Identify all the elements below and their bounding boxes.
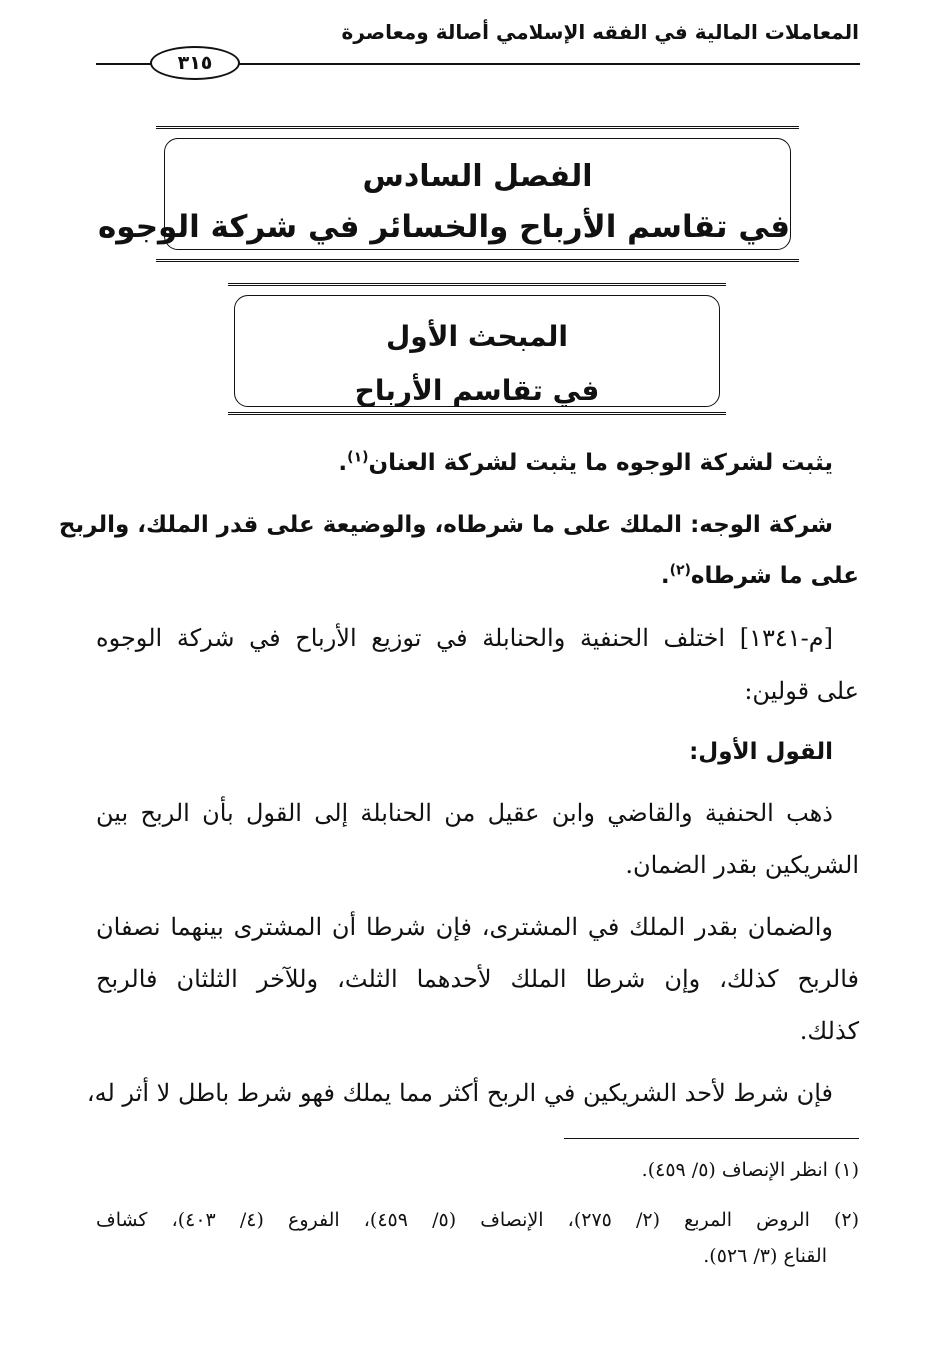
section-rule-bottom bbox=[228, 412, 726, 415]
paragraph-2-line-1: شركة الوجه: الملك على ما شرطاه، والوضيعة على قدر الملك، والربح bbox=[58, 512, 833, 538]
footnote-1: (١) انظر الإنصاف (٥/ ٤٥٩). bbox=[641, 1159, 859, 1181]
footnote-rule bbox=[564, 1138, 859, 1139]
paragraph-6-line-1: فإن شرط لأحد الشريكين في الربح أكثر مما يملك فهو شرط باطل لا أثر له، bbox=[86, 1079, 833, 1107]
paragraph-4-line-2: الشريكين بقدر الضمان. bbox=[625, 851, 859, 879]
paragraph-3-line-2: على قولين: bbox=[744, 677, 859, 705]
paragraph-1-text: يثبت لشركة الوجوه ما يثبت لشركة العنان bbox=[368, 450, 833, 476]
footnote-ref-2[interactable]: (٢) bbox=[669, 562, 691, 579]
heading-first-opinion: القول الأول: bbox=[689, 739, 833, 765]
paragraph-4-line-1: ذهب الحنفية والقاضي وابن عقيل من الحنابلة إلى القول بأن الربح بين bbox=[96, 799, 833, 827]
footnote-ref-1[interactable]: (١) bbox=[347, 449, 369, 466]
section-rule-top bbox=[228, 283, 726, 286]
paragraph-2-line-2 bbox=[661, 560, 859, 592]
section-title: المبحث الأول bbox=[385, 320, 569, 353]
paragraph-5-line-3: كذلك. bbox=[799, 1017, 859, 1045]
footnote-2-line-2: القناع (٣/ ٥٢٦). bbox=[703, 1245, 827, 1267]
paragraph-2-end: . bbox=[660, 563, 670, 589]
paragraph-2-text: على ما شرطاه bbox=[690, 563, 859, 589]
chapter-subtitle: في تقاسم الأرباح والخسائر في شركة الوجوه bbox=[97, 209, 790, 245]
chapter-rule-bottom bbox=[156, 259, 799, 262]
chapter-rule-top bbox=[156, 126, 799, 129]
paragraph-5-line-2: فالربح كذلك، وإن شرطا الملك لأحدهما الثلث، وللآخر الثلثان فالربح bbox=[96, 965, 859, 993]
chapter-box bbox=[97, 138, 791, 250]
paragraph-5-line-1: والضمان بقدر الملك في المشترى، فإن شرطا أن المشترى بينهما نصفان bbox=[96, 913, 833, 941]
footnote-2-line-1: (٢) الروض المربع (٢/ ٢٧٥)، الإنصاف (٥/ ٤٥٩)، الفروع (٤/ ٤٠٣)، كشاف bbox=[96, 1209, 859, 1231]
running-title: المعاملات المالية في الفقه الإسلامي أصالة ومعاصرة bbox=[341, 20, 859, 44]
page-number: ٣١٥ bbox=[150, 46, 240, 80]
chapter-title: الفصل السادس bbox=[362, 159, 593, 194]
paragraph-3-line-1: [م-١٣٤١] اختلف الحنفية والحنابلة في توزيع الأرباح في شركة الوجوه bbox=[96, 624, 833, 652]
paragraph-1 bbox=[338, 447, 833, 479]
chapter-frame bbox=[97, 126, 799, 262]
section-box bbox=[234, 295, 720, 407]
section-frame bbox=[228, 283, 726, 415]
section-subtitle: في تقاسم الأرباح bbox=[354, 374, 600, 407]
paragraph-1-end: . bbox=[338, 450, 348, 476]
